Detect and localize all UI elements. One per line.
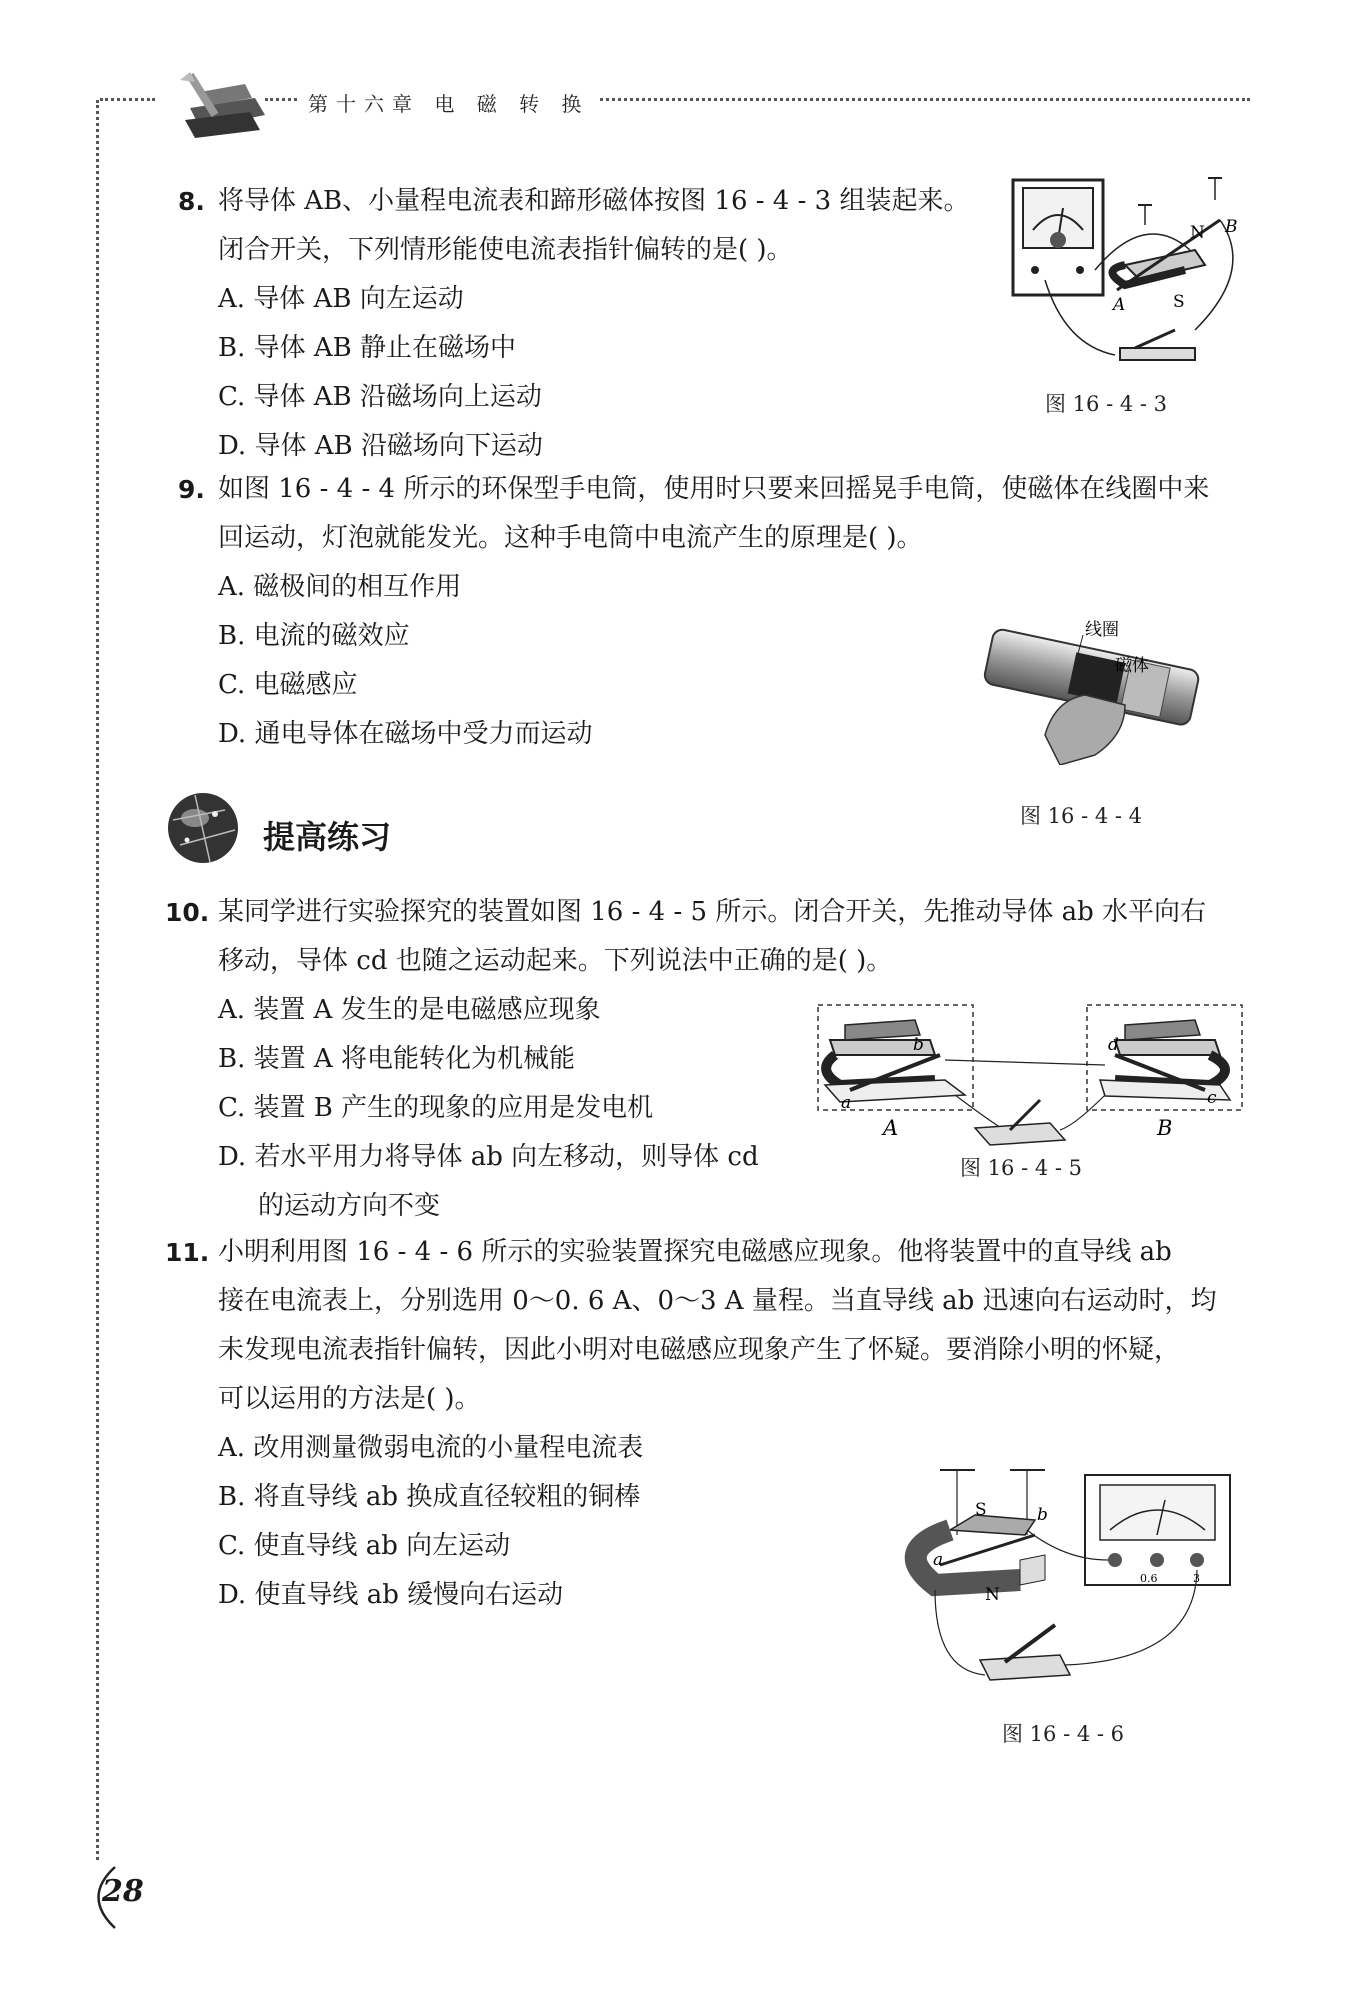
figure-16-4-4: [975, 605, 1210, 765]
option-d: D. 若水平用力将导体 ab 向左移动，则导体 cd: [218, 1142, 759, 1172]
header-divider-left: [100, 98, 155, 101]
chapter-title: 第十六章 电 磁 转 换: [300, 88, 597, 117]
label-b: b: [1037, 1505, 1048, 1525]
figure-caption: 图 16 - 4 - 6: [1002, 1722, 1125, 1746]
question-number: 8.: [178, 187, 205, 216]
option-d: D. 导体 AB 沿磁场向下运动: [218, 431, 543, 461]
page-number-text: 28: [102, 1874, 144, 1909]
option-d: D. 使直导线 ab 缓慢向右运动: [218, 1580, 564, 1610]
figure-caption: 图 16 - 4 - 4: [1020, 804, 1143, 828]
label-n: N: [1190, 223, 1205, 243]
label-coil: 线圈: [1085, 620, 1119, 640]
page-header: [150, 70, 1250, 130]
question-text: 如图 16 - 4 - 4 所示的环保型手电筒，使用时只要来回摇晃手电筒，使磁体在线圈中来: [218, 474, 1210, 504]
option-a: A. 改用测量微弱电流的小量程电流表: [218, 1433, 644, 1463]
option-a: A. 导体 AB 向左运动: [218, 284, 464, 314]
label-a: A: [1113, 295, 1126, 315]
option-c: C. 使直导线 ab 向左运动: [218, 1531, 511, 1561]
figure-16-4-6: [895, 1440, 1240, 1695]
label-d-lower: d: [1108, 1035, 1119, 1055]
terminal-3: 3: [1193, 1572, 1200, 1585]
label-a: a: [933, 1550, 944, 1570]
option-b: B. 装置 A 将电能转化为机械能: [218, 1044, 575, 1074]
figure-caption: 图 16 - 4 - 5: [960, 1156, 1083, 1180]
question-text: 将导体 AB、小量程电流表和蹄形磁体按图 16 - 4 - 3 组装起来。: [218, 186, 970, 216]
books-pencil-logo: [160, 70, 270, 140]
margin-dotted-line: [96, 100, 99, 1860]
label-s: S: [975, 1500, 987, 1520]
page-number: [80, 1862, 170, 1932]
label-s: S: [1173, 292, 1185, 312]
label-device-a: A: [883, 1116, 899, 1140]
option-c: C. 导体 AB 沿磁场向上运动: [218, 382, 542, 412]
label-n: N: [985, 1585, 1000, 1605]
figure-16-4-5: [815, 1000, 1245, 1170]
question-text: 未发现电流表指针偏转，因此小明对电磁感应现象产生了怀疑。要消除小明的怀疑，: [218, 1335, 1181, 1365]
label-a-lower: a: [841, 1093, 852, 1113]
option-a: A. 装置 A 发生的是电磁感应现象: [218, 995, 601, 1025]
question-number: 9.: [178, 475, 205, 504]
option-d-continued: 的运动方向不变: [258, 1191, 441, 1221]
question-text: 移动，导体 cd 也随之运动起来。下列说法中正确的是( )。: [218, 946, 893, 976]
option-d: D. 通电导体在磁场中受力而运动: [218, 719, 593, 749]
question-text: 回运动，灯泡就能发光。这种手电筒中电流产生的原理是( )。: [218, 523, 923, 553]
label-magnet: 磁体: [1115, 656, 1149, 676]
option-c: C. 电磁感应: [218, 670, 358, 700]
question-text: 可以运用的方法是( )。: [218, 1384, 481, 1414]
label-b-lower: b: [913, 1035, 924, 1055]
figure-16-4-3: [1005, 170, 1250, 375]
option-b: B. 将直导线 ab 换成直径较粗的铜棒: [218, 1482, 641, 1512]
terminal-06: 0.6: [1140, 1572, 1158, 1585]
question-number: 10.: [165, 898, 210, 927]
option-b: B. 导体 AB 静止在磁场中: [218, 333, 517, 363]
question-text: 接在电流表上，分别选用 0～0. 6 A、0～3 A 量程。当直导线 ab 迅速向右运动时，均: [218, 1286, 1217, 1316]
question-number: 11.: [165, 1238, 210, 1267]
label-b: B: [1225, 217, 1238, 237]
label-c-lower: c: [1207, 1088, 1217, 1108]
section-title: 提高练习: [263, 818, 392, 856]
option-a: A. 磁极间的相互作用: [218, 572, 462, 602]
question-8: [178, 177, 998, 471]
label-device-b: B: [1157, 1116, 1173, 1140]
globe-icon: [165, 790, 241, 866]
option-b: B. 电流的磁效应: [218, 621, 410, 651]
question-text: 某同学进行实验探究的装置如图 16 - 4 - 5 所示。闭合开关，先推动导体 ab 水平向右: [218, 897, 1207, 927]
question-text: 闭合开关，下列情形能使电流表指针偏转的是( )。: [218, 235, 793, 265]
section-heading: [165, 790, 465, 880]
option-c: C. 装置 B 产生的现象的应用是发电机: [218, 1093, 654, 1123]
question-text: 小明利用图 16 - 4 - 6 所示的实验装置探究电磁感应现象。他将装置中的直导线 ab: [218, 1237, 1172, 1267]
figure-caption: 图 16 - 4 - 3: [1045, 392, 1168, 416]
